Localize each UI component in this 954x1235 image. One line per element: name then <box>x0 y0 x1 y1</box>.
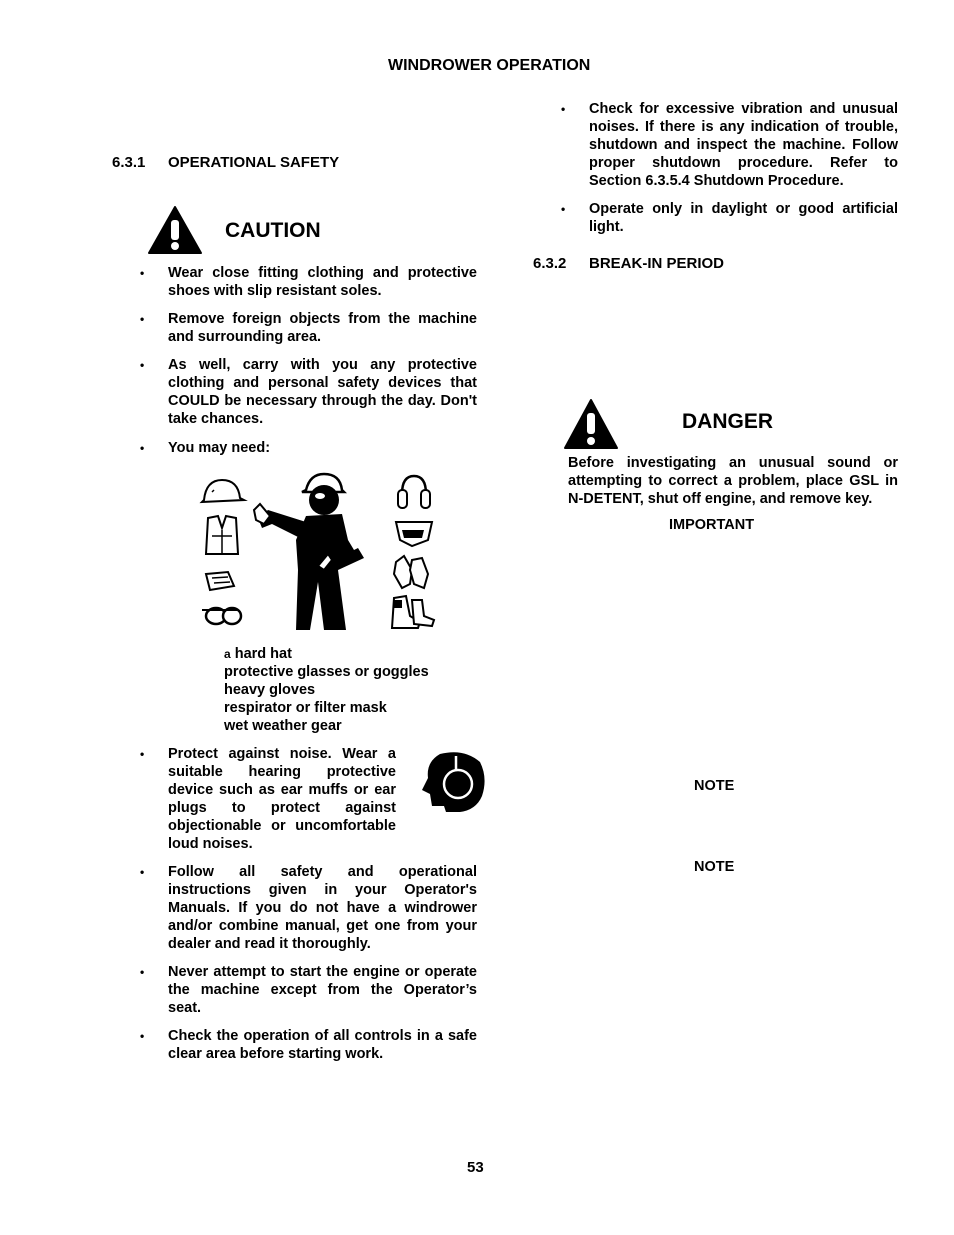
bullet-icon: • <box>140 358 145 372</box>
hearing-protection-icon <box>420 748 486 818</box>
safety-boots-icon <box>392 596 434 628</box>
list-item: a hard hat <box>224 646 292 662</box>
bullet-icon: • <box>140 965 145 979</box>
list-item: • Operate only in daylight or good artificial light. <box>561 201 898 235</box>
bullet-icon: • <box>140 1029 145 1043</box>
bullet-icon: • <box>561 102 566 116</box>
list-item: • Remove foreign objects from the machine and surrounding area. <box>140 311 477 345</box>
bullet-icon: • <box>140 865 145 879</box>
page-header: WINDROWER OPERATION <box>388 57 591 74</box>
equipment-list <box>224 645 429 735</box>
goggles-icon <box>202 608 241 624</box>
bullet-icon: • <box>140 441 145 455</box>
section-heading-631 <box>112 154 339 171</box>
note-label: NOTE <box>694 859 735 875</box>
bullet-icon: • <box>140 747 145 761</box>
hard-hat-icon <box>202 480 244 502</box>
caution-warning-icon <box>147 205 203 255</box>
list-item: • Protect against noise. Wear a suitable hearing protective device such as ear muffs or ear plugs to protect against objectionable or uncomfortable loud noises. <box>140 746 396 852</box>
bullet-icon: • <box>561 202 566 216</box>
danger-title: DANGER <box>682 410 774 433</box>
list-item: • Check the operation of all controls in a safe clear area before starting work. <box>140 1028 477 1062</box>
note-label: NOTE <box>694 778 735 794</box>
section-title: BREAK-IN PERIOD <box>589 255 725 272</box>
list-item: respirator or filter mask <box>224 700 387 716</box>
list-item: • Wear close fitting clothing and protective shoes with slip resistant soles. <box>140 265 477 299</box>
important-label: IMPORTANT <box>669 517 755 533</box>
bullet-icon: • <box>140 312 145 326</box>
protective-gear-illustration <box>198 470 443 635</box>
caution-title: CAUTION <box>225 219 321 242</box>
safety-vest-icon <box>206 516 238 554</box>
ear-muffs-icon <box>398 476 430 508</box>
section-title: OPERATIONAL SAFETY <box>168 154 340 171</box>
worker-figure-icon <box>254 474 364 630</box>
list-item: • As well, carry with you any protective clothing and personal safety devices that COULD be necessary through the day. Don't take chances. <box>140 357 477 427</box>
section-heading-632 <box>533 255 724 272</box>
list-item: • Follow all safety and operational instructions given in your Operator's Manuals. If you do not have a windrower and/or combine manual, get one from your dealer and read it thoroughly. <box>140 864 477 952</box>
list-item: wet weather gear <box>224 718 342 734</box>
face-shield-icon <box>396 522 432 546</box>
danger-text: Before investigating an unusual sound or attempting to correct a problem, place GSL in N-DETENT, shut off engine, and remove key. <box>568 455 898 507</box>
section-number: 6.3.1 <box>112 154 146 171</box>
list-item: protective glasses or goggles <box>224 664 429 680</box>
danger-warning-icon <box>563 398 619 450</box>
bullet-icon: • <box>140 266 145 280</box>
list-item: • You may need: <box>140 440 271 456</box>
gloves-icon <box>394 556 428 588</box>
section-number: 6.3.2 <box>533 255 567 272</box>
list-item: heavy gloves <box>224 682 316 698</box>
list-item: • Check for excessive vibration and unusual noises. If there is any indication of trouble, shutdown and inspect the machine. Follow proper shutdown procedure. Refer to Section 6.3.5.4 Shutdown Procedure. <box>561 101 898 189</box>
page-number: 53 <box>467 1159 484 1176</box>
respirator-icon <box>206 572 234 590</box>
list-item: • Never attempt to start the engine or operate the machine except from the Operator’s seat. <box>140 964 477 1016</box>
